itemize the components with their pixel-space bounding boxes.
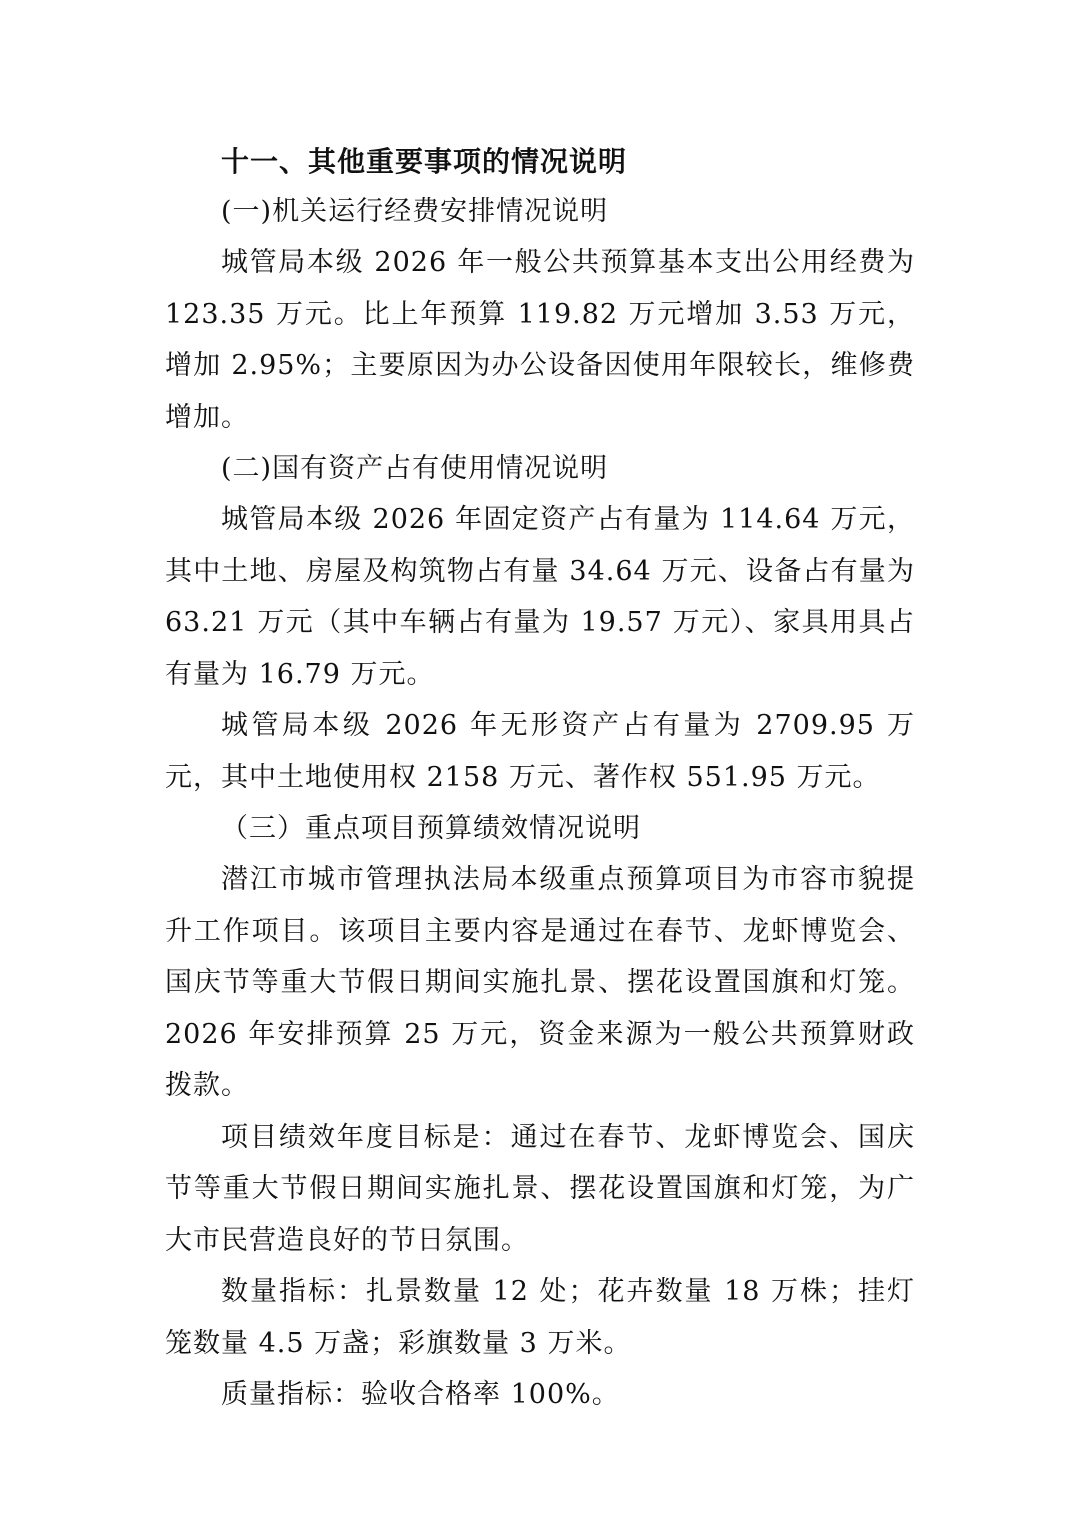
paragraph-intangible-assets: 城管局本级 2026 年无形资产占有量为 2709.95 万元，其中土地使用权 2158 万元、著作权 551.95 万元。 [165,710,915,793]
section-title: 十一、其他重要事项的情况说明 [221,145,628,178]
paragraph-key-project: 潜江市城市管理执法局本级重点预算项目为市容市貌提升工作项目。该项目主要内容是通过在春节、龙虾博览会、国庆节等重大节假日期间实施扎景、摆花设置国旗和灯笼。2026 年安排预算 25 万元，资金来源为一般公共预算财政拨款。 [165,864,915,1101]
paragraph-annual-goal: 项目绩效年度目标是：通过在春节、龙虾博览会、国庆节等重大节假日期间实施扎景、摆花设置国旗和灯笼，为广大市民营造良好的节日氛围。 [165,1121,915,1256]
subsection-title-3: （三）重点项目预算绩效情况说明 [221,813,641,844]
paragraph-quality-indicators: 质量指标：验收合格率 100%。 [221,1379,620,1410]
paragraph-operating-funds: 城管局本级 2026 年一般公共预算基本支出公用经费为 123.35 万元。比上年预算 119.82 万元增加 3.53 万元，增加 2.95%；主要原因为办公设备因使用年限较长，维修费增加。 [165,247,915,433]
paragraph-quantity-indicators: 数量指标：扎景数量 12 处；花卉数量 18 万株；挂灯笼数量 4.5 万盏；彩旗数量 3 万米。 [165,1276,915,1359]
document-body [165,138,915,1421]
subsection-title-1: (一)机关运行经费安排情况说明 [221,196,609,227]
paragraph-fixed-assets: 城管局本级 2026 年固定资产占有量为 114.64 万元，其中土地、房屋及构筑物占有量 34.64 万元、设备占有量为 63.21 万元（其中车辆占有量为 19.57 万元）、家具用具占有量为 16.79 万元。 [165,504,915,690]
subsection-title-2: (二)国有资产占有使用情况说明 [221,453,609,484]
